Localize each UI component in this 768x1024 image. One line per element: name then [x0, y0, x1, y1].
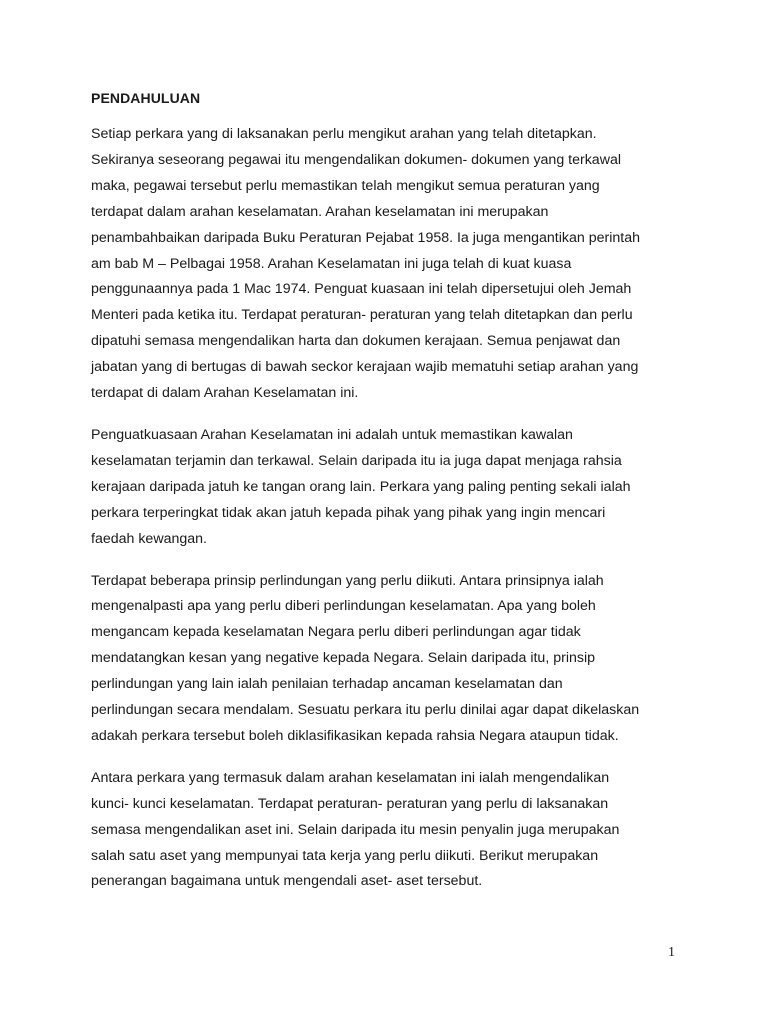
paragraph-line: kunci- kunci keselamatan. Terdapat peraturan- peraturan yang perlu di laksanakan [91, 795, 609, 812]
paragraph-line: Setiap perkara yang di laksanakan perlu mengikut arahan yang telah ditetapkan. [91, 126, 597, 142]
paragraph-line: penambahbaikan daripada Buku Peraturan Pejabat 1958. Ia juga mengantikan perintah [91, 229, 640, 246]
document-body [91, 88, 681, 911]
paragraph-line: adakah perkara tersebut boleh diklasifikasikan kepada rahsia Negara ataupun tidak. [91, 727, 619, 744]
paragraph-line: maka, pegawai tersebut perlu memastikan telah mengikut semua peraturan yang [91, 177, 600, 194]
paragraph-line: terdapat dalam arahan keselamatan. Arahan keselamatan ini merupakan [91, 203, 549, 220]
paragraph-line: Sekiranya seseorang pegawai itu mengendalikan dokumen- dokumen yang terkawal [91, 151, 621, 168]
paragraph-line: perlindungan yang lain ialah penilaian terhadap ancaman keselamatan dan [91, 676, 563, 693]
paragraph-line: dipatuhi semasa mengendalikan harta dan dokumen kerajaan. Semua penjawat dan [91, 333, 621, 350]
paragraph-line: faedah kewangan. [91, 530, 207, 547]
paragraph-line: kerajaan daripada jatuh ke tangan orang lain. Perkara yang paling penting sekali ialah [91, 478, 631, 495]
paragraph-line: penggunaannya pada 1 Mac 1974. Penguat kuasaan ini telah dipersetujui oleh Jemah [91, 281, 632, 298]
paragraph-4 [91, 766, 681, 896]
paragraph-line: Terdapat beberapa prinsip perlindungan yang perlu diikuti. Antara prinsipnya ialah [91, 572, 604, 589]
paragraph-line: Antara perkara yang termasuk dalam arahan keselamatan ini ialah mengendalikan [91, 769, 610, 786]
paragraph-line: keselamatan terjamin dan terkawal. Selain daripada itu ia juga dapat menjaga rahsia [91, 452, 622, 469]
page-number: 1 [668, 945, 675, 960]
paragraph-line: perkara terperingkat tidak akan jatuh kepada pihak yang pihak yang ingin mencari [91, 504, 606, 521]
paragraph-line: salah satu aset yang mempunyai tata kerja yang perlu diikuti. Berikut merupakan [91, 847, 599, 864]
paragraph-line: am bab M – Pelbagai 1958. Arahan Keselamatan ini juga telah di kuat kuasa [91, 255, 572, 272]
paragraph-line: perlindungan secara mendalam. Sesuatu perkara itu perlu dinilai agar dapat dikelaskan [91, 702, 640, 719]
paragraph-2 [91, 423, 681, 553]
paragraph-1 [91, 122, 681, 407]
paragraph-line: Penguatkuasaan Arahan Keselamatan ini adalah untuk memastikan kawalan [91, 426, 573, 443]
section-heading: PENDAHULUAN [91, 90, 201, 106]
paragraph-line: mengancam kepada keselamatan Negara perlu diberi perlindungan agar tidak [91, 624, 581, 641]
paragraph-line: mengenalpasti apa yang perlu diberi perlindungan keselamatan. Apa yang boleh [91, 598, 596, 615]
paragraph-line: mendatangkan kesan yang negative kepada Negara. Selain daripada itu, prinsip [91, 650, 596, 667]
paragraph-line: Menteri pada ketika itu. Terdapat peraturan- peraturan yang telah ditetapkan dan perlu [91, 307, 633, 324]
paragraph-line: jabatan yang di bertugas di bawah seckor kerajaan wajib mematuhi setiap arahan yang [91, 359, 639, 376]
paragraph-line: terdapat di dalam Arahan Keselamatan ini. [91, 385, 359, 402]
paragraph-line: semasa mengendalikan aset ini. Selain daripada itu mesin penyalin juga merupakan [91, 821, 620, 838]
paragraph-line: penerangan bagaimana untuk mengendali aset- aset tersebut. [91, 873, 483, 890]
paragraph-3 [91, 569, 681, 750]
